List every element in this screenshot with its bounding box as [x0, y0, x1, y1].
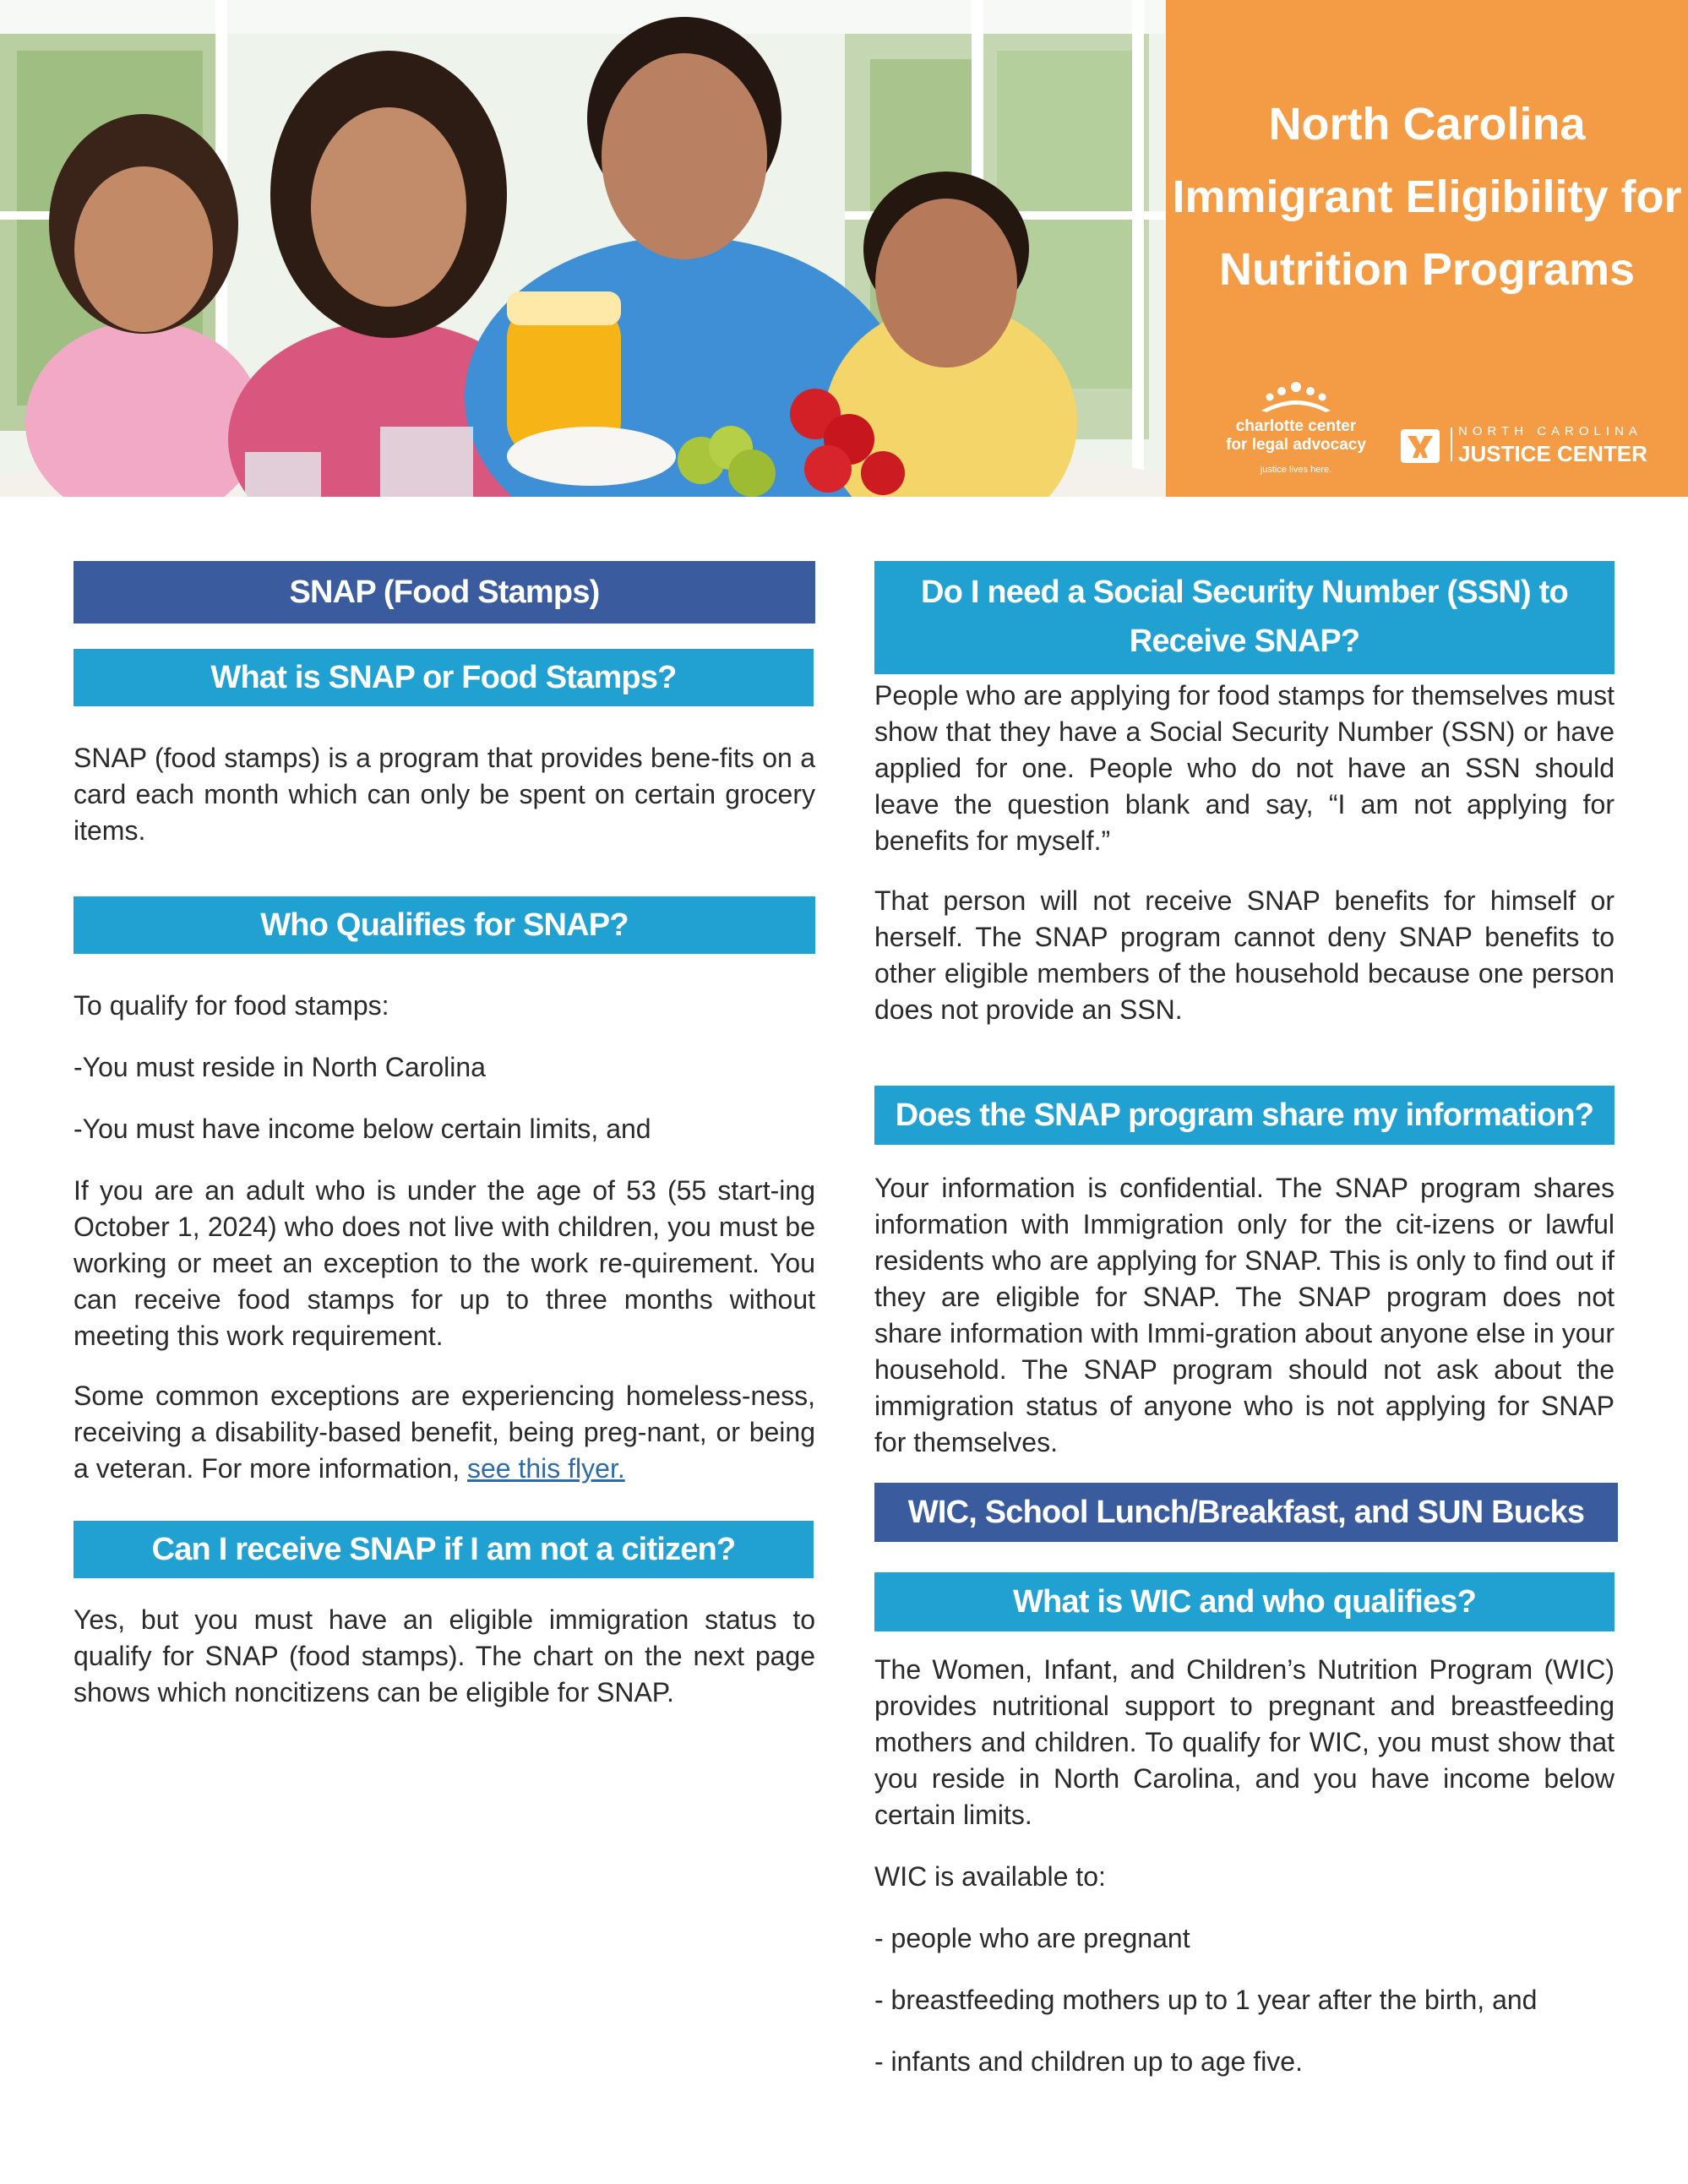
ccla-name-line-1: charlotte center [1235, 417, 1357, 435]
ccla-people-icon [1250, 380, 1342, 414]
wic-item-1: - people who are pregnant [874, 1923, 1190, 1953]
share-info-text: Your information is confidential. The SNAP program shares information with Immigration only for the cit-izens or lawful residents who are applying for SNAP. This is only to find out if they are eligible for SNAP. The SNAP program does not share information with Immi-gration about anyone else in your household. The SNAP program should not ask about the immigration status of anyone who is not applying for SNAP for themselves. [874, 1173, 1614, 1457]
ncjc-divider [1451, 428, 1452, 461]
title-line-3: Nutrition Programs [1218, 244, 1636, 295]
wic-item-2: - breastfeeding mothers up to 1 year after the birth, and [874, 1985, 1538, 2015]
exceptions-text [74, 1378, 815, 1487]
family-photo-illustration [0, 0, 1166, 497]
right-column [874, 561, 1614, 2080]
wic-item-3: - infants and children up to age five. [874, 2046, 1303, 2077]
who-qualifies-item-1: -You must reside in North Carolina [74, 1052, 486, 1082]
ssn-text-2: That person will not receive SNAP benefits for himself or herself. The SNAP program cannot deny SNAP benefits to other eligible members of the household because one person does not provide an SSN. [874, 885, 1614, 1025]
title-line-1: North Carolina [1268, 99, 1586, 150]
ncjc-logo [1399, 421, 1678, 471]
not-citizen-heading: Can I receive SNAP if I am not a citizen? [74, 1521, 814, 1578]
title-line-2: Immigrant Eligibility for [1172, 172, 1682, 222]
page-header [0, 0, 1688, 497]
what-is-wic-heading: What is WIC and who qualifies? [874, 1572, 1614, 1631]
ncjc-name-line-1: NORTH CAROLINA [1458, 424, 1642, 438]
family-photo [0, 0, 1166, 497]
who-qualifies-item-2: -You must have income below certain limits, and [74, 1114, 651, 1144]
exceptions-text-body: Some common exceptions are experiencing homeless-ness, receiving a disability-based benefit, being preg-nant, or being a veteran. For more information, [74, 1381, 815, 1484]
not-citizen-text: Yes, but you must have an eligible immigration status to qualify for SNAP (food stamps). The chart on the next page shows which noncitizens can be eligible for SNAP. [74, 1604, 815, 1707]
wic-section-heading: WIC, School Lunch/Breakfast, and SUN Bucks [874, 1483, 1618, 1542]
wic-available-intro: WIC is available to: [874, 1861, 1106, 1892]
who-qualifies-heading: Who Qualifies for SNAP? [74, 896, 815, 954]
ccla-name-line-2: for legal advocacy [1226, 436, 1366, 454]
ssn-heading [874, 561, 1614, 674]
wic-text: The Women, Infant, and Children’s Nutrition Program (WIC) provides nutritional support to pregnant and breastfeeding mothers and children. To qualify for WIC, you must show that you reside in North Carolina, and you have income below certain limits. [874, 1654, 1614, 1830]
ncjc-name-line-2: JUSTICE CENTER [1458, 441, 1647, 466]
ccla-logo [1212, 380, 1380, 490]
share-info-heading: Does the SNAP program share my information? [874, 1086, 1614, 1145]
snap-section-heading: SNAP (Food Stamps) [74, 561, 815, 624]
who-qualifies-intro: To qualify for food stamps: [74, 990, 389, 1021]
page-title [1166, 88, 1688, 306]
left-column [74, 561, 815, 1711]
title-panel [1166, 0, 1688, 497]
ssn-heading-line-2: Receive SNAP? [1129, 624, 1360, 659]
what-is-snap-heading: What is SNAP or Food Stamps? [74, 649, 814, 706]
what-is-snap-text: SNAP (food stamps) is a program that provides bene-fits on a card each month which can only be spent on certain grocery items. [74, 743, 815, 846]
work-requirement-text: If you are an adult who is under the age of 53 (55 start-ing October 1, 2024) who does not live with children, you must be working or meet an exception to the work re-quirement. You can receive food stamps for up to three months without meeting this work requirement. [74, 1175, 815, 1351]
ssn-text-1: People who are applying for food stamps for themselves must show that they have a Social Security Number (SSN) or have applied for one. People who do not have an SSN should leave the question blank and say, “I am not applying for benefits for myself.” [874, 680, 1614, 856]
ssn-heading-line-1: Do I need a Social Security Number (SSN) to [921, 575, 1568, 610]
ncjc-emblem-icon [1399, 424, 1441, 466]
ccla-tagline: justice lives here. [1260, 465, 1332, 475]
see-this-flyer-link[interactable]: see this flyer. [466, 1453, 625, 1484]
